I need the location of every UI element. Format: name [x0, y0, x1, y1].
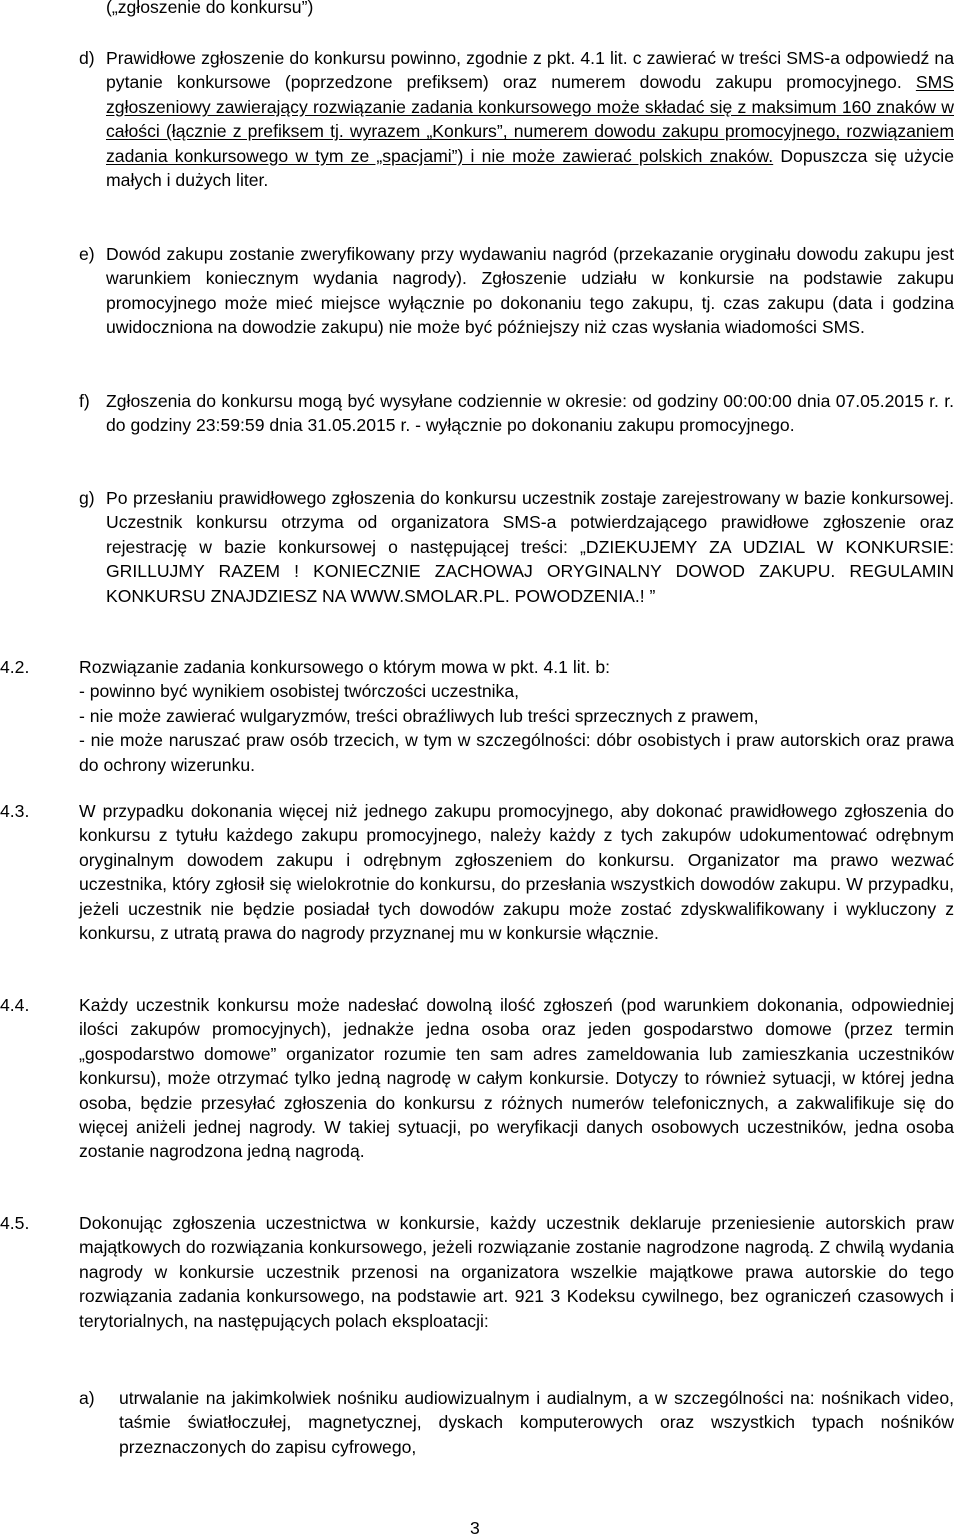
item-e-text: Dowód zakupu zostanie zweryfikowany przy wydawaniu nagród (przekazanie oryginału dowodu zakupu jest warunkiem koniecznym wydania nagrody). Zgłoszenie udziału w konkursie na podstawie zakupu promocyjnego może mieć miejsce wyłącznie po dokonaniu tego zakupu, tj. czas zakupu (data i godzina uwidoczniona na dowodzie zakupu) nie może być późniejszy niż czas wysłania wiadomości SMS.: [106, 244, 954, 338]
page-number: 3: [470, 1518, 480, 1538]
section-4-3-number: 4.3.: [0, 801, 30, 821]
item-e-marker: e): [79, 244, 95, 264]
item-f-marker: f): [79, 391, 90, 411]
section-4-4-text: Każdy uczestnik konkursu może nadesłać dowolną ilość zgłoszeń (pod warunkiem dokonania, odpowiedniej ilości zakupów promocyjnych), jednakże jedna osoba oraz jeden gospodarstwo domowe (przez termin „gospodarstwo domowe” organizator rozumie ten sam adres zameldowania lub zamieszkania uczestników konkursu), może otrzymać tylko jedną nagrodę w całym konkursie. Dotyczy to również sytuacji, w której jedna osoba, będzie przesyłać zgłoszenia do konkursu z różnych numerów telefonicznych, a zakwalifikuje się do więcej aniżeli jednej nagrody. W takiej sytuacji, po weryfikacji danych osobowych uczestników, jedna osoba zostanie nagrodzona jedną nagrodą.: [79, 995, 954, 1162]
item-g-marker: g): [79, 488, 95, 508]
section-4-5-subitem-text: utrwalanie na jakimkolwiek nośniku audiowizualnym i audialnym, a w szczególności na: nośnikach video, taśmie światłoczułej, magnetycznej, dyskach komputerowych oraz wszystkich typach nośników przeznaczonych do zapisu cyfrowego,: [119, 1388, 954, 1457]
item-d-marker: d): [79, 48, 95, 68]
section-4-2-bullet: - nie może zawierać wulgaryzmów, treści obraźliwych lub treści sprzecznych z prawem,: [79, 705, 759, 726]
item-d-text: Prawidłowe zgłoszenie do konkursu powinno, zgodnie z pkt. 4.1 lit. c zawierać w treści SMS-a odpowiedź na pytanie konkursowe (poprzedzone prefiksem) oraz numerem dowodu zakupu promocyjnego. SMS zgłoszeniowy zawierający rozwiązanie zadania konkursowego może składać się z maksimum 160 znaków w całości (łącznie z prefiksem tj. wyrazem „Konkurs”, numerem dowodu zakupu promocyjnego, rozwiązaniem zadania konkursowego w tym ze „spacjami”) i nie może zawierać polskich znaków. Dopuszcza się użycie małych i dużych liter.: [106, 48, 954, 191]
section-4-4-number: 4.4.: [0, 995, 30, 1015]
item-g-text: Po przesłaniu prawidłowego zgłoszenia do konkursu uczestnik zostaje zarejestrowany w bazie konkursowej. Uczestnik konkursu otrzyma od organizatora SMS-a potwierdzającego prawidłowe zgłoszenie oraz rejestrację w bazie konkursowej o następującej treści: „DZIEKUJEMY ZA UDZIAL W KONKURSIE: GRILLUJMY RAZEM ! KONIECZNIE ZACHOWAJ ORYGINALNY DOWOD ZAKUPU. REGULAMIN KONKURSU ZNAJDZIESZ NA WWW.SMOLAR.PL. POWODZENIA.! ”: [106, 488, 954, 606]
section-4-2-body: [79, 655, 954, 777]
section-4-2-bullet: - powinno być wynikiem osobistej twórczości uczestnika,: [79, 681, 520, 702]
section-4-2-lead: Rozwiązanie zadania konkursowego o którym mowa w pkt. 4.1 lit. b:: [79, 657, 610, 677]
section-4-5-subitem-marker: a): [79, 1388, 95, 1408]
section-4-5-text: Dokonując zgłoszenia uczestnictwa w konkursie, każdy uczestnik deklaruje przeniesienie autorskich praw majątkowych do rozwiązania konkursowego, jeżeli rozwiązanie zostanie nagrodzone nagrodą. Z chwilą wydania nagrody w konkursie uczestnik przenosi na organizatora wszelkie majątkowe prawa autorskie do tego rozwiązania zadania konkursowego, na podstawie art. 921 3 Kodeksu cywilnego, bez ograniczeń czasowych i terytorialnych, na następujących polach eksploatacji:: [79, 1213, 954, 1331]
item-d-underlined-text: SMS zgłoszeniowy zawierający rozwiązanie zadania konkursowego może składać się z maksimum 160 znaków w całości (łącznie z prefiksem tj. wyrazem „Konkurs”, numerem dowodu zakupu promocyjnego, rozwiązaniem zadania konkursowego w tym ze „spacjami”) i nie może zawierać polskich znaków.: [106, 72, 954, 166]
section-4-2-bullet: - nie może naruszać praw osób trzecich, w tym w szczególności: dóbr osobistych i praw autorskich oraz prawa do ochrony wizerunku.: [79, 730, 954, 775]
item-f-text: Zgłoszenia do konkursu mogą być wysyłane codziennie w okresie: od godziny 00:00:00 dnia 07.05.2015 r. r. do godziny 23:59:59 dnia 31.05.2015 r. - wyłącznie po dokonaniu zakupu promocyjnego.: [106, 391, 954, 436]
section-4-2-number: 4.2.: [0, 657, 30, 677]
section-4-3-text: W przypadku dokonania więcej niż jednego zakupu promocyjnego, aby dokonać prawidłowego zgłoszenia do konkursu z tytułu każdego zakupu promocyjnego, należy każdy z tych zakupów udokumentować odrębnym oryginalnym dowodem zakupu i odrębnym zgłoszeniem do konkursu. Organizator ma prawo wezwać uczestnika, który zgłosił się wielokrotnie do konkursu, do przesłania wszystkich dowodów zakupu. W przypadku, jeżeli uczestnik nie będzie posiadał tych dowodów zakupu może zostać zdyskwalifikowany i wykluczony z konkursu, z utratą prawa do nagrody przyznanej mu w konkursie włącznie.: [79, 801, 954, 944]
section-4-5-number: 4.5.: [0, 1213, 30, 1233]
header-fragment: („zgłoszenie do konkursu”): [106, 0, 314, 17]
